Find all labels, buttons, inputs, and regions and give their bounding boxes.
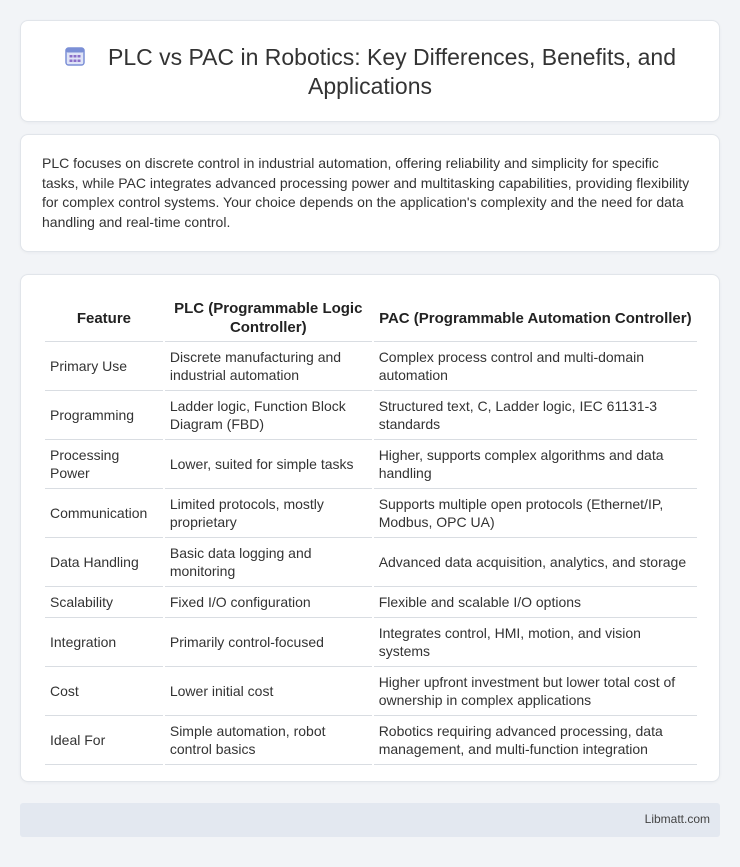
row-feature: Scalability — [45, 587, 163, 618]
row-feature: Processing Power — [45, 440, 163, 489]
page-title: PLC vs PAC in Robotics: Key Differences, Benefits, and Applications — [107, 44, 677, 99]
intro-paragraph: PLC focuses on discrete control in industrial automation, offering reliability and simplicity for specific tasks, while PAC integrates advanced processing power and multitasking capabilities, providing flexibility for complex control systems. Your choice depends on the application's complexity and the need for data handling and real-time control. — [42, 155, 690, 230]
table-row — [45, 391, 697, 440]
row-plc: Ladder logic, Function Block Diagram (FBD) — [165, 391, 372, 440]
row-plc: Limited protocols, mostly proprietary — [165, 489, 372, 538]
row-plc: Simple automation, robot control basics — [165, 716, 372, 765]
table-row — [45, 716, 697, 765]
header-pac: PAC (Programmable Automation Controller) — [374, 295, 697, 342]
table-row — [45, 538, 697, 587]
row-plc: Primarily control-focused — [165, 618, 372, 667]
row-feature: Data Handling — [45, 538, 163, 587]
comparison-table — [43, 295, 699, 765]
row-plc: Lower, suited for simple tasks — [165, 440, 372, 489]
row-pac: Advanced data acquisition, analytics, and storage — [374, 538, 697, 587]
row-plc: Basic data logging and monitoring — [165, 538, 372, 587]
page-title-wrap — [21, 43, 719, 101]
row-feature: Cost — [45, 667, 163, 716]
row-feature: Programming — [45, 391, 163, 440]
table-row — [45, 440, 697, 489]
footer-site-link[interactable]: Libmatt.com — [644, 812, 710, 826]
row-pac: Higher upfront investment but lower total cost of ownership in complex applications — [374, 667, 697, 716]
row-pac: Higher, supports complex algorithms and data handling — [374, 440, 697, 489]
row-plc: Lower initial cost — [165, 667, 372, 716]
comparison-card — [20, 274, 720, 782]
header-plc: PLC (Programmable Logic Controller) — [165, 295, 372, 342]
row-feature: Communication — [45, 489, 163, 538]
row-pac: Complex process control and multi-domain automation — [374, 342, 697, 391]
table-row — [45, 618, 697, 667]
row-pac: Integrates control, HMI, motion, and vision systems — [374, 618, 697, 667]
table-row — [45, 587, 697, 618]
row-feature: Integration — [45, 618, 163, 667]
row-pac: Flexible and scalable I/O options — [374, 587, 697, 618]
table-row — [45, 667, 697, 716]
row-plc: Fixed I/O configuration — [165, 587, 372, 618]
table-header-row — [45, 295, 697, 342]
row-pac: Supports multiple open protocols (Ethernet/IP, Modbus, OPC UA) — [374, 489, 697, 538]
table-row — [45, 342, 697, 391]
row-pac: Robotics requiring advanced processing, data management, and multi-function integration — [374, 716, 697, 765]
calendar-grid-icon — [64, 45, 86, 67]
row-pac: Structured text, C, Ladder logic, IEC 61131-3 standards — [374, 391, 697, 440]
table-row — [45, 489, 697, 538]
header-feature: Feature — [45, 295, 163, 342]
row-feature: Ideal For — [45, 716, 163, 765]
title-card — [20, 20, 720, 122]
intro-card — [20, 134, 720, 252]
row-plc: Discrete manufacturing and industrial automation — [165, 342, 372, 391]
footer-bar — [20, 803, 720, 837]
row-feature: Primary Use — [45, 342, 163, 391]
